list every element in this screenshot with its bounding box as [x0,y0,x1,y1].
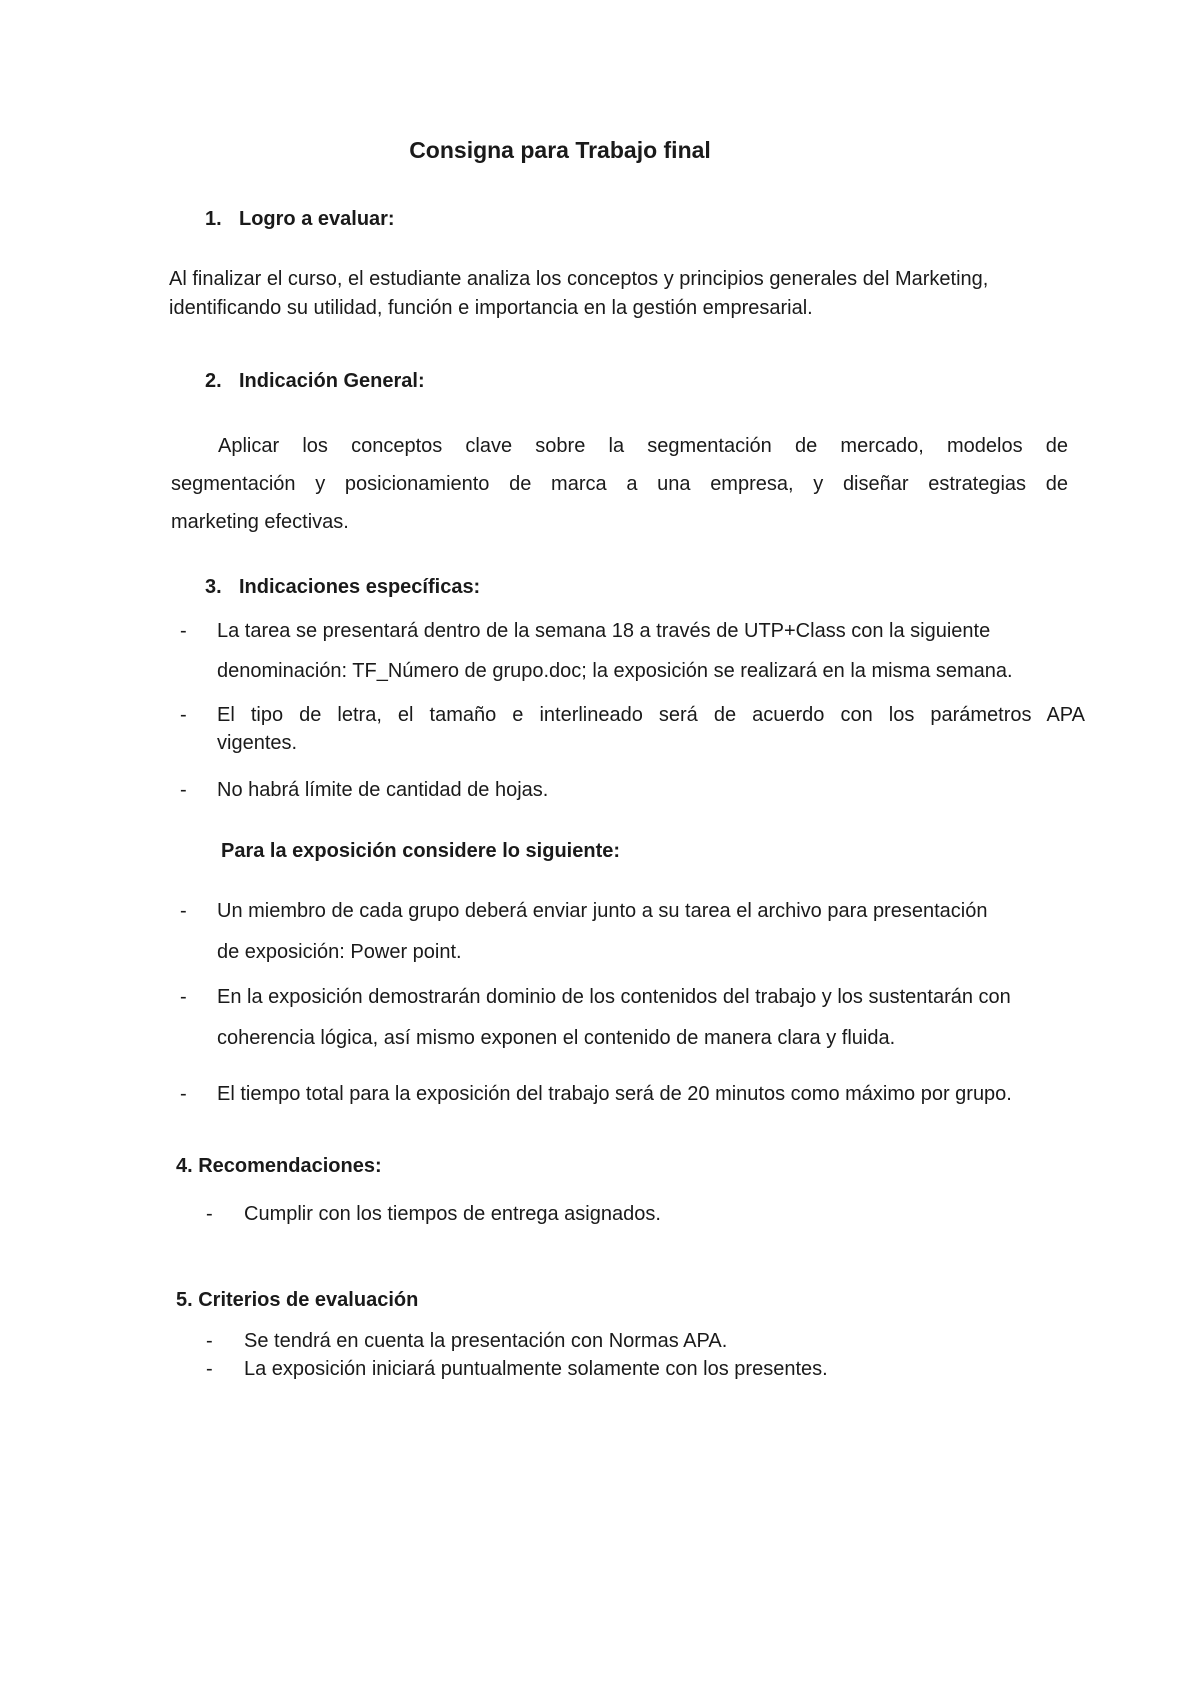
exposition-bullet-2-line-2: coherencia lógica, así mismo exponen el contenido de manera clara y fluida. [217,1027,896,1049]
exposition-subheading: Para la exposición considere lo siguiente: [221,840,621,862]
section-2-heading [205,370,425,393]
exposition-bullet-1-line-1: Un miembro de cada grupo deberá enviar junto a su tarea el archivo para presentación [217,900,988,922]
section-3-heading [205,576,480,599]
bullet-dash: - [180,620,187,642]
section-3-bullet-1-line-2: denominación: TF_Número de grupo.doc; la exposición se realizará en la misma semana. [217,660,1013,682]
bullet-dash: - [206,1203,213,1225]
bullet-dash: - [180,986,187,1008]
bullet-dash: - [206,1330,213,1352]
bullet-dash: - [180,1083,187,1105]
section-3-bullet-2-line-2: vigentes. [217,732,298,754]
section-2-line-1: Aplicar los conceptos clave sobre la segmentación de mercado, modelos de [218,435,1068,457]
section-5-heading: 5. Criterios de evaluación [176,1289,419,1311]
section-2-line-2: segmentación y posicionamiento de marca a una empresa, y diseñar estrategias de [171,473,1068,495]
section-2-line-3: marketing efectivas. [171,511,349,533]
section-2-number: 2. [205,370,222,392]
section-2-title: Indicación General: [239,370,425,392]
section-1-title: Logro a evaluar: [239,208,395,230]
bullet-dash: - [180,900,187,922]
document-title: Consigna para Trabajo final [409,137,711,163]
section-3-bullet-3-line-1: No habrá límite de cantidad de hojas. [217,779,549,801]
section-4-heading: 4. Recomendaciones: [176,1155,382,1177]
section-1-heading [205,208,395,231]
section-5-bullet-2: La exposición iniciará puntualmente solamente con los presentes. [244,1358,828,1380]
section-3-number: 3. [205,576,222,598]
section-3-bullet-2-line-1: El tipo de letra, el tamaño e interlineado será de acuerdo con los parámetros APA [217,704,1085,726]
section-1-number: 1. [205,208,222,230]
exposition-bullet-3-line-1: El tiempo total para la exposición del trabajo será de 20 minutos como máximo por grupo. [217,1083,1012,1105]
section-1-line-1: Al finalizar el curso, el estudiante analiza los conceptos y principios generales del Marketing, [169,268,989,290]
section-3-bullet-1-line-1: La tarea se presentará dentro de la semana 18 a través de UTP+Class con la siguiente [217,620,991,642]
section-5-bullet-1: Se tendrá en cuenta la presentación con Normas APA. [244,1330,728,1352]
bullet-dash: - [206,1358,213,1380]
section-4-bullet-1: Cumplir con los tiempos de entrega asignados. [244,1203,661,1225]
section-3-title: Indicaciones específicas: [239,576,481,598]
section-1-line-2: identificando su utilidad, función e importancia en la gestión empresarial. [169,297,813,319]
exposition-bullet-1-line-2: de exposición: Power point. [217,941,462,963]
bullet-dash: - [180,779,187,801]
exposition-bullet-2-line-1: En la exposición demostrarán dominio de los contenidos del trabajo y los sustentarán con [217,986,1011,1008]
bullet-dash: - [180,704,187,726]
